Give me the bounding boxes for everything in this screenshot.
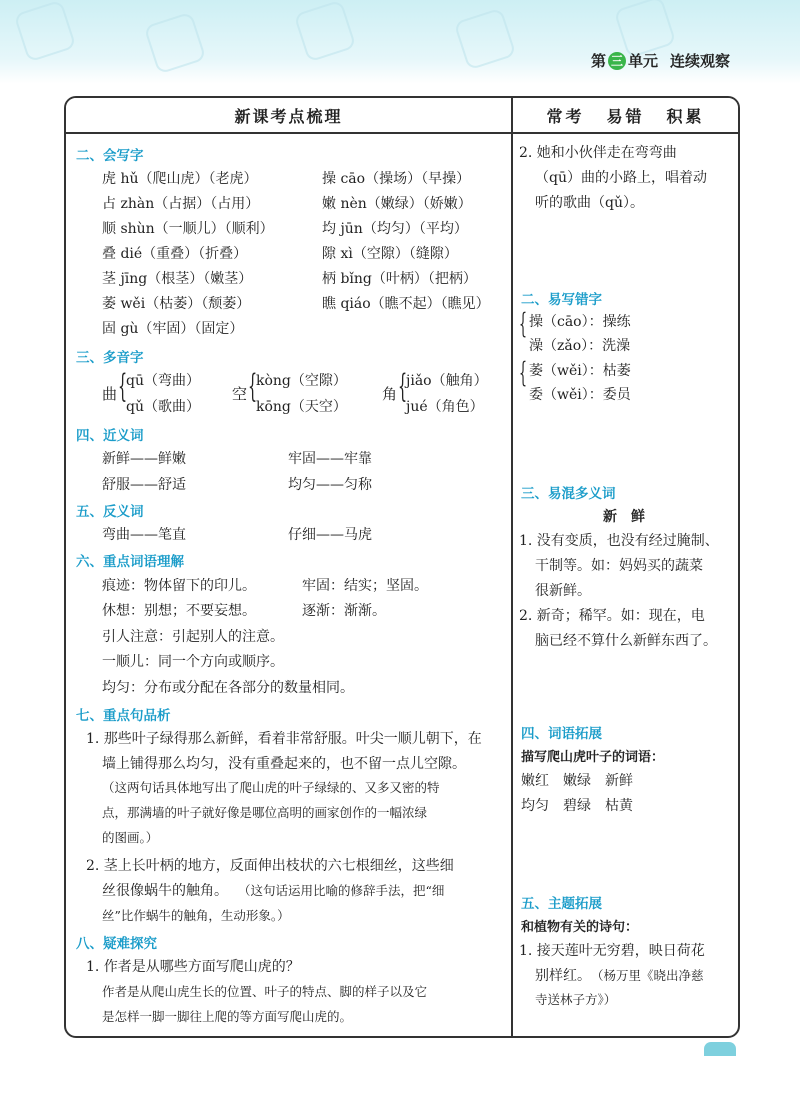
char-item: 固 gù（牢固）（固定） [102, 321, 244, 337]
word-meaning: 引人注意：引起别人的注意。 [102, 629, 284, 645]
synonym-pair: 舒服——舒适 [102, 477, 186, 493]
word-meaning: 均匀：分布或分配在各部分的数量相同。 [102, 680, 354, 696]
top-banner [0, 0, 800, 84]
brace-icon: { [118, 367, 128, 405]
sentence-note: （这两句话具体地写出了爬山虎的叶子绿绿的、又多又密的特 [102, 780, 440, 795]
polyphone-reading: jiǎo（触角） [406, 373, 488, 389]
polyphone-char: 曲 [102, 385, 118, 403]
char-item: 瞧 qiáo（瞧不起）（瞧见） [322, 296, 490, 312]
confusable-char: 萎（wěi）：枯萎 [529, 363, 631, 379]
word-meaning: 一顺儿：同一个方向或顺序。 [102, 654, 284, 670]
sentence-note: 丝”比作蜗牛的触角，生动形象。） [102, 908, 290, 923]
char-item: 柄 bǐng（叶柄）（把柄） [322, 271, 477, 287]
unit-number-badge: 三 [608, 52, 626, 70]
decor-shape [143, 11, 206, 74]
section-title: 四、词语拓展 [521, 726, 602, 742]
confusable-char: 委（wěi）：委员 [529, 387, 631, 403]
right-column [513, 98, 738, 1036]
char-item: 均 jūn（均匀）（平均） [322, 221, 468, 237]
meaning-line: 脑已经不算什么新鲜东西了。 [535, 633, 717, 649]
char-item: 顺 shùn（一顺儿）（顺利） [102, 221, 274, 237]
brace-icon: { [519, 307, 528, 340]
question-text: 1. 作者是从哪些方面写爬山虎的？ [86, 959, 300, 975]
char-item: 占 zhàn（占据）（占用） [102, 196, 260, 212]
sentence-note: 的图画。） [102, 830, 159, 845]
meaning-line: 2. 新奇；稀罕。如：现在，电 [519, 608, 705, 624]
section-title: 三、易混多义词 [521, 486, 616, 502]
sentence-line: 1. 那些叶子绿得那么新鲜，看着非常舒服。叶尖一顺儿朝下，在 [86, 731, 482, 747]
brace-icon: { [398, 367, 408, 405]
brace-icon: { [519, 356, 528, 389]
polyphone-reading: qū（弯曲） [126, 373, 200, 389]
word-list: 嫩红 嫩绿 新鲜 [521, 773, 633, 789]
sentence-line: 2. 茎上长叶柄的地方，反面伸出枝状的六七根细丝，这些细 [86, 858, 454, 874]
word-meaning: 逐渐：渐渐。 [302, 603, 386, 619]
section-title: 二、会写字 [76, 148, 144, 164]
content-table [64, 96, 740, 1038]
section-title: 五、主题拓展 [521, 896, 602, 912]
antonym-pair: 弯曲——笔直 [102, 527, 186, 543]
char-item: 隙 xì（空隙）（缝隙） [322, 246, 458, 262]
char-item: 萎 wěi（枯萎）（颓萎） [102, 296, 251, 312]
polyphone-char: 空 [232, 385, 248, 403]
char-item: 嫩 nèn（嫩绿）（娇嫩） [322, 196, 472, 212]
section-title: 五、反义词 [76, 504, 144, 520]
polyphone-reading: kōng（天空） [256, 399, 347, 415]
word-meaning: 休想：别想；不要妄想。 [102, 603, 256, 619]
sentence-note: （这句话运用比喻的修辞手法，把“细 [238, 883, 445, 898]
polyphone-reading: kòng（空隙） [256, 373, 347, 389]
poem-line: 1. 接天莲叶无穷碧，映日荷花 [519, 943, 705, 959]
polysemy-word: 新 鲜 [603, 509, 645, 525]
poem-source: 寺送林子方》） [535, 992, 617, 1007]
char-item: 操 cāo（操场）（早操） [322, 171, 471, 187]
unit-suffix: 单元 [627, 52, 658, 70]
decor-shape [453, 7, 516, 70]
sentence-line: 墙上铺得那么均匀，没有重叠起来的，也不留一点儿空隙。 [102, 756, 466, 772]
decor-shape [293, 0, 356, 63]
unit-prefix: 第 [590, 52, 606, 70]
confusable-char: 澡（zǎo）：洗澡 [529, 338, 631, 354]
synonym-pair: 牢固——牢靠 [288, 451, 372, 467]
sentence-line: 丝很像蜗牛的触角。 [102, 883, 228, 899]
meaning-line: 很新鲜。 [535, 583, 591, 599]
poem-source: （杨万里《晓出净慈 [591, 968, 704, 983]
word-meaning: 痕迹：物体留下的印儿。 [102, 578, 256, 594]
synonym-pair: 均匀——匀称 [288, 477, 372, 493]
word-meaning: 牢固：结实；坚固。 [302, 578, 428, 594]
page-number-tab [704, 1042, 736, 1056]
polyphone-reading: qǔ（歌曲） [126, 399, 200, 415]
section-title: 七、重点句品析 [76, 708, 171, 724]
word-list: 均匀 碧绿 枯黄 [521, 798, 633, 814]
sub-heading: 描写爬山虎叶子的词语： [521, 750, 665, 765]
brace-icon: { [248, 367, 258, 405]
meaning-line: 干制等。如：妈妈买的蔬菜 [535, 558, 703, 574]
section-title: 四、近义词 [76, 428, 144, 444]
sentence-note: 点，那满墙的叶子就好像是哪位高明的画家创作的一幅浓绿 [102, 805, 428, 820]
header-word: 积累 [666, 106, 705, 126]
section-title: 八、疑难探究 [76, 936, 157, 952]
left-column-header: 新课考点梳理 [66, 98, 511, 134]
decor-shape [13, 0, 76, 63]
poem-line: 别样红。 [535, 968, 591, 984]
section-title: 六、重点词语理解 [76, 554, 184, 570]
synonym-pair: 新鲜——鲜嫩 [102, 451, 186, 467]
char-item: 虎 hǔ（爬山虎）（老虎） [102, 171, 258, 187]
section-title: 三、多音字 [76, 350, 144, 366]
char-item: 叠 dié（重叠）（折叠） [102, 246, 248, 262]
answer-text: 作者是从爬山虎生长的位置、叶子的特点、脚的样子以及它 [102, 984, 428, 999]
section-title: 二、易写错字 [521, 292, 602, 308]
unit-title: 连续观察 [669, 52, 730, 70]
char-item: 茎 jīng（根茎）（嫩茎） [102, 271, 253, 287]
unit-header [591, 50, 730, 71]
header-word: 常考 [546, 106, 585, 126]
left-column [66, 98, 513, 1036]
confusable-char: 操（cāo）：操练 [529, 314, 631, 330]
right-column-header [513, 98, 738, 134]
example-line: （qū）曲的小路上，唱着动 [535, 170, 707, 186]
polyphone-reading: jué（角色） [406, 399, 484, 415]
polyphone-char: 角 [382, 385, 398, 403]
meaning-line: 1. 没有变质，也没有经过腌制、 [519, 533, 719, 549]
example-line: 2. 她和小伙伴走在弯弯曲 [519, 145, 677, 161]
header-word: 易错 [606, 106, 645, 126]
sub-heading: 和植物有关的诗句： [521, 920, 639, 935]
antonym-pair: 仔细——马虎 [288, 527, 372, 543]
answer-text: 是怎样一脚一脚往上爬的等方面写爬山虎的。 [102, 1009, 353, 1024]
example-line: 听的歌曲（qǔ）。 [535, 195, 644, 211]
